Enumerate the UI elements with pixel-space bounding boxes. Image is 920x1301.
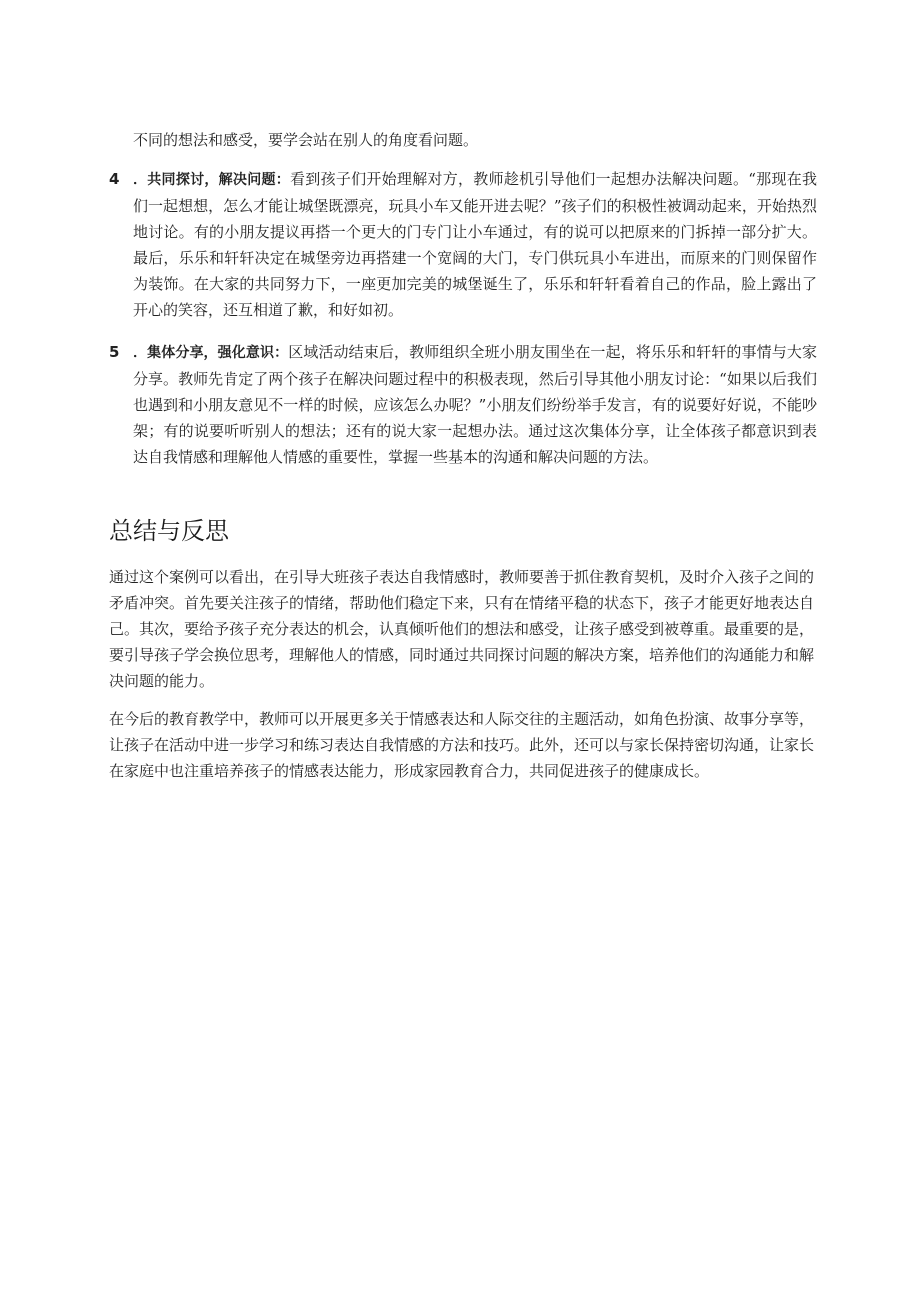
step-number: 4 [109,170,120,188]
summary-paragraph: 在今后的教育教学中，教师可以开展更多关于情感表达和人际交往的主题活动，如角色扮演、故事分享等，让孩子在活动中进一步学习和练习表达自我情感的方法和技巧。此外，还可以与家长保持密切沟通，让家长在家庭中也注重培养孩子的情感表达能力，形成家园教育合力，共同促进孩子的健康成长。 [109,710,815,780]
summary-paragraph: 通过这个案例可以看出，在引导大班孩子表达自我情感时，教师要善于抓住教育契机，及时介入孩子之间的矛盾冲突。首先要关注孩子的情绪，帮助他们稳定下来，只有在情绪平稳的状态下，孩子才能更好地表达自己。其次，要给予孩子充分表达的机会，认真倾听他们的想法和感受，让孩子感受到被尊重。最重要的是，要引导孩子学会换位思考，理解他人的情感，同时通过共同探讨问题的解决方案，培养他们的沟通能力和解决问题的能力。 [109,568,815,690]
step-body: 看到孩子们开始理解对方，教师趁机引导他们一起想办法解决问题。“那现在我们一起想想，怎么才能让城堡既漂亮，玩具小车又能开进去呢？”孩子们的积极性被调动起来，开始热烈地讨论。有的小朋友提议再搭一个更大的门专门让小车通过，有的说可以把原来的门拆掉一部分扩大。最后，乐乐和轩轩决定在城堡旁边再搭建一个宽阔的大门，专门供玩具小车进出，而原来的门则保留作为装饰。在大家的共同努力下，一座更加完美的城堡诞生了，乐乐和轩轩看着自己的作品，脸上露出了开心的笑容，还互相道了歉，和好如初。 [133,170,817,319]
step-lead: ．集体分享，强化意识： [133,345,289,361]
section-title: 总结与反思 [109,517,229,545]
summary-section [109,564,814,796]
step-item [109,339,817,470]
step-body: 区域活动结束后，教师组织全班小朋友围坐在一起，将乐乐和轩轩的事情与大家分享。教师先肯定了两个孩子在解决问题过程中的积极表现，然后引导其他小朋友讨论：“如果以后我们也遇到和小朋友意见不一样的时候，应该怎么办呢？”小朋友们纷纷举手发言，有的说要好好说，不能吵架；有的说要听听别人的想法；还有的说大家一起想办法。通过这次集体分享，让全体孩子都意识到表达自我情感和理解他人情感的重要性，掌握一些基本的沟通和解决问题的方法。 [133,343,817,466]
continuation-text: 不同的想法和感受，要学会站在别人的角度看问题。 [133,131,479,149]
step-lead: ．共同探讨，解决问题： [133,172,291,188]
step-number: 5 [109,343,120,361]
step-item [109,166,817,323]
steps-list [109,166,817,486]
